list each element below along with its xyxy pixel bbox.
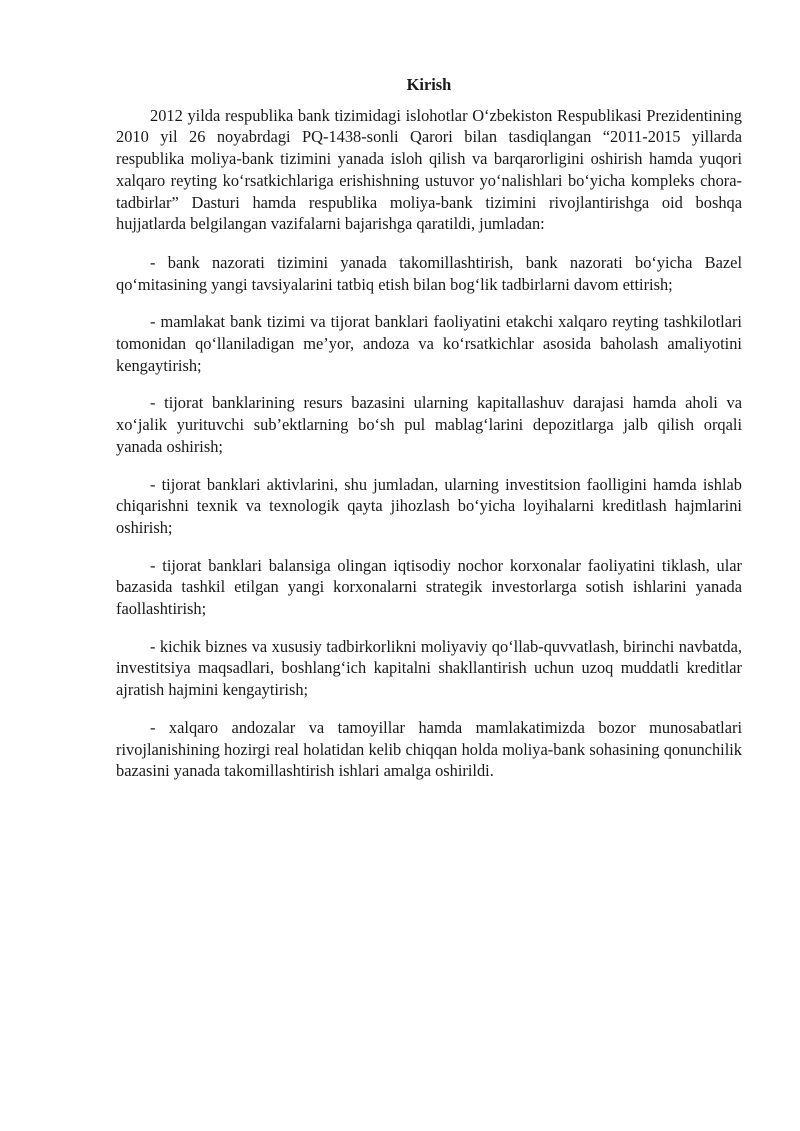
list-item: - tijorat banklari aktivlarini, shu jumladan, ularning investitsion faolligini hamda ishlab chiqarishni texnik va texnologik qayta jihozlash bo‘yicha loyihalarni kreditlash hajmlarini oshirish; [116,474,742,537]
intro-paragraph: 2012 yilda respublika bank tizimidagi islohotlar O‘zbekiston Respublikasi Prezidentining 2010 yil 26 noyabrdagi PQ-1438-sonli Qarori bilan tasdiqlangan “2011-2015 yillarda respublika moliya-bank tizimini yanada isloh qilish va barqarorligini oshirish hamda yuqori xalqaro reyting ko‘rsatkichlariga erishishning ustuvor yo‘nalishlari bo‘yicha kompleks chora-tadbirlar” Dasturi hamda respublika moliya-bank tizimini rivojlantirishga oid boshqa hujjatlarda belgilangan vazifalarni bajarishga qaratildi, jumladan: [116,105,742,234]
list-item: - kichik biznes va xususiy tadbirkorlikni moliyaviy qo‘llab-quvvatlash, birinchi navbatda, investitsiya maqsadlari, boshlang‘ich kapitalni shakllantirish uchun uzoq muddatli kreditlar ajratish hajmini kengaytirish; [116,636,742,700]
list-item: - mamlakat bank tizimi va tijorat banklari faoliyatini etakchi xalqaro reyting tashkilotlari tomonidan qo‘llaniladigan me’yor, andoza va ko‘rsatkichlar asosida baholash amaliyotini kengaytirish; [116,312,742,375]
list-item: - tijorat banklarining resurs bazasini ularning kapitallashuv darajasi hamda aholi va xo‘jalik yurituvchi sub’ektlarning bo‘sh pul mablag‘larini depozitlarga jalb qilish orqali yanada oshirish; [116,393,742,456]
document-page [116,74,742,798]
document-title: Kirish [406,75,452,94]
list-item: - xalqaro andozalar va tamoyillar hamda mamlakatimizda bozor munosabatlari rivojlanishining hozirgi real holatidan kelib chiqqan holda moliya-bank sohasining qonunchilik bazasini yanada takomillashtirish ishlari amalga oshirildi. [116,717,742,781]
list-item: - bank nazorati tizimini yanada takomillashtirish, bank nazorati bo‘yicha Bazel qo‘mitasining yangi tavsiyalarini tatbiq etish bilan bog‘lik tadbirlarni davom ettirish; [116,252,742,294]
list-item: - tijorat banklari balansiga olingan iqtisodiy nochor korxonalar faoliyatini tiklash, ular bazasida tashkil etilgan yangi korxonalarni strategik investorlarga sotish ishlarini yanada faollashtirish; [116,555,742,619]
